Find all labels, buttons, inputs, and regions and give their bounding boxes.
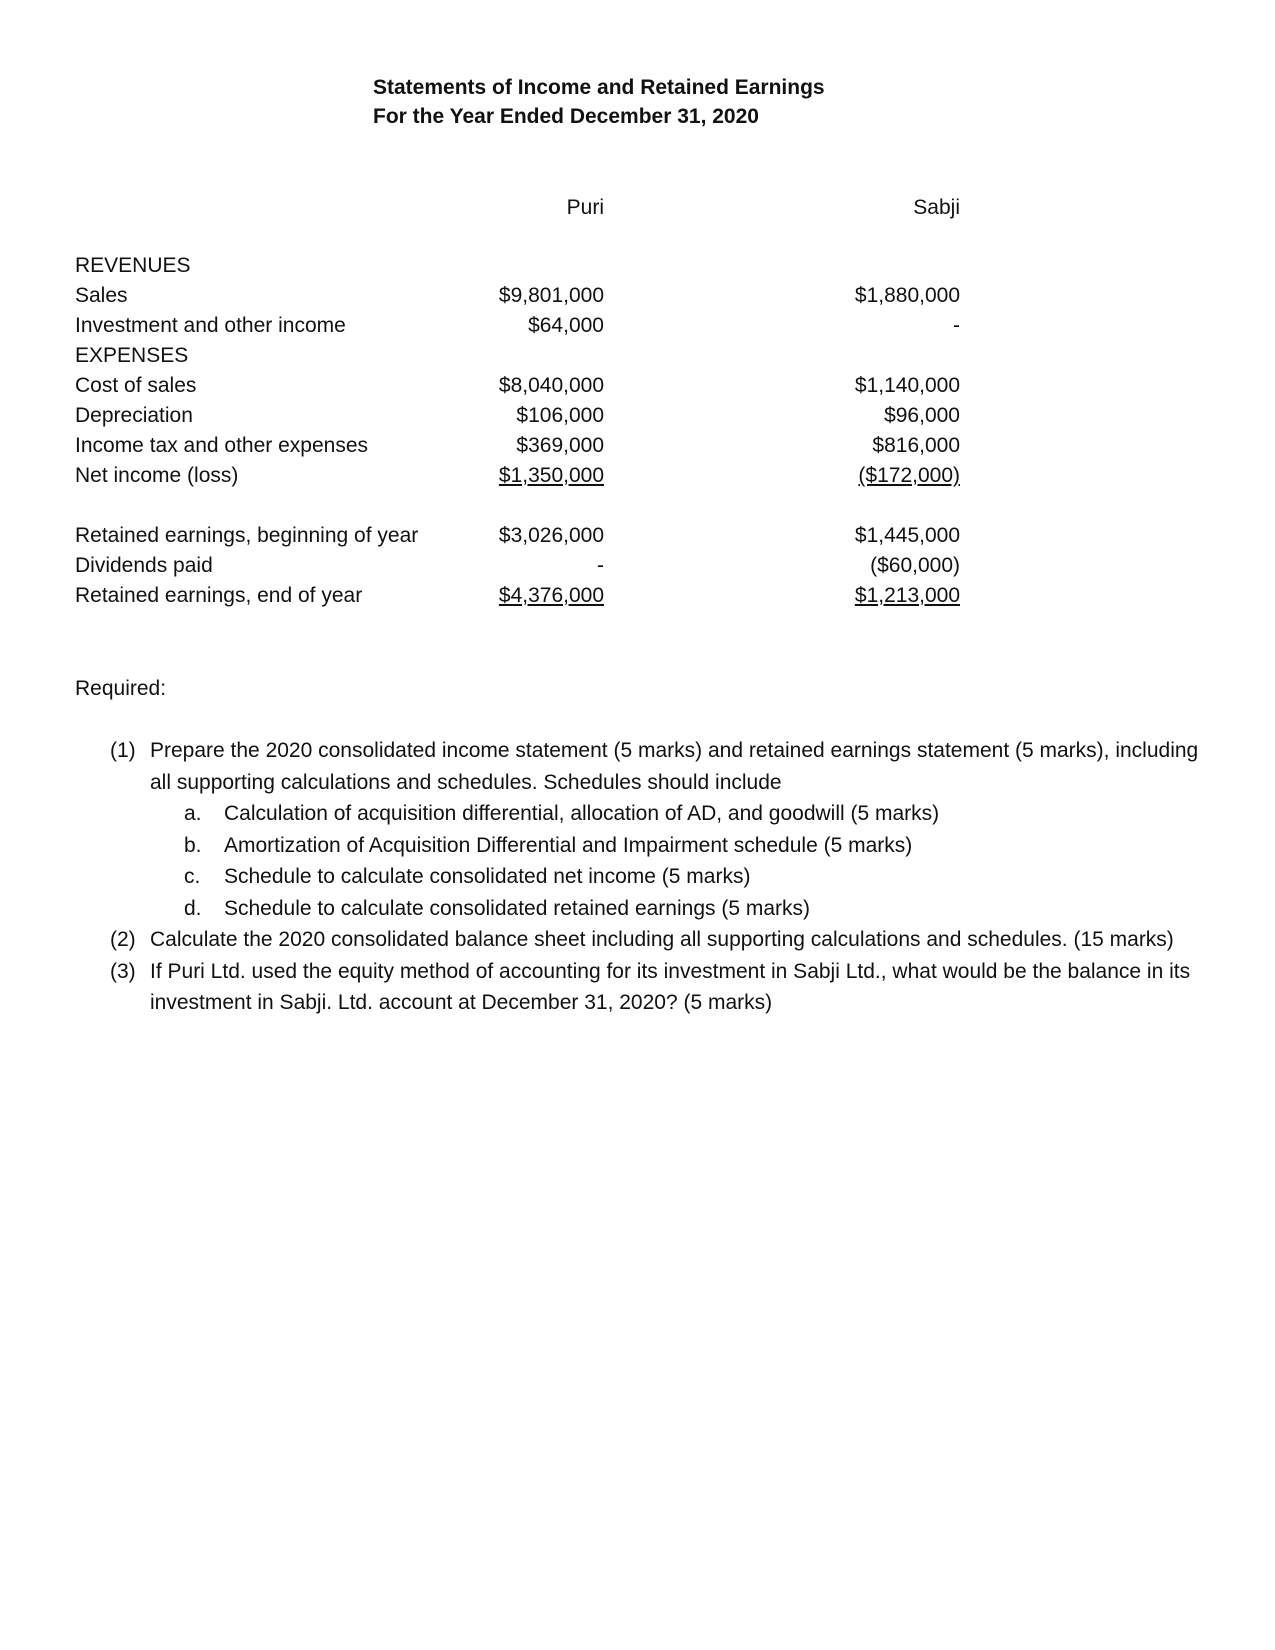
sabji-value: $96,000 <box>884 404 960 427</box>
sabji-value: ($60,000) <box>870 554 960 577</box>
row-income-tax <box>0 434 1275 464</box>
sub-requirement-text: Amortization of Acquisition Differential and Impairment schedule (5 marks) <box>224 833 913 857</box>
row-investment-income <box>0 314 1275 344</box>
sub-requirement <box>184 798 1220 830</box>
sabji-value: ($172,000) <box>858 464 960 487</box>
requirements-list <box>110 735 1220 1019</box>
row-retained-beginning <box>0 524 1275 554</box>
sabji-value: $816,000 <box>872 434 960 457</box>
row-expenses <box>0 344 1275 374</box>
puri-value: $64,000 <box>528 314 604 337</box>
row-label: EXPENSES <box>75 344 189 367</box>
sub-requirement-text: Schedule to calculate consolidated net income (5 marks) <box>224 865 751 888</box>
requirement-item <box>110 956 1220 1019</box>
row-revenues <box>0 254 1275 284</box>
sabji-value: $1,213,000 <box>854 584 960 607</box>
sub-requirement <box>184 893 1220 925</box>
row-net-income <box>0 464 1275 494</box>
statement-subtitle: For the Year Ended December 31, 2020 <box>373 105 759 128</box>
row-label: Dividends paid <box>75 554 213 577</box>
sub-requirement-text: Schedule to calculate consolidated retained earnings (5 marks) <box>224 896 811 920</box>
row-label: Retained earnings, beginning of year <box>75 524 419 547</box>
requirement-number: (3) <box>110 959 136 983</box>
requirement-text: Prepare the 2020 consolidated income statement (5 marks) and retained earnings statement (5 marks), including all supporting calculations and schedules. Schedules should include <box>150 739 1199 794</box>
requirement-item <box>110 924 1220 956</box>
row-label: Retained earnings, end of year <box>75 584 363 607</box>
row-label: Investment and other income <box>75 314 346 337</box>
row-sales <box>0 284 1275 314</box>
puri-value: $1,350,000 <box>498 464 604 487</box>
requirement-text: If Puri Ltd. used the equity method of accounting for its investment in Sabji Ltd., what would be the balance in its investment in Sabji. Ltd. account at December 31, 2020? (5 marks) <box>150 959 1191 1014</box>
sub-requirement <box>184 861 1220 893</box>
puri-value: $9,801,000 <box>498 284 604 307</box>
sabji-value: $1,140,000 <box>854 374 960 397</box>
column-header-sabji: Sabji <box>913 196 960 219</box>
row-label: REVENUES <box>75 254 191 277</box>
row-label: Net income (loss) <box>75 464 239 487</box>
puri-value: $369,000 <box>516 434 604 457</box>
sub-requirement <box>184 830 1220 862</box>
puri-value: $8,040,000 <box>498 374 604 397</box>
row-label: Depreciation <box>75 404 193 427</box>
sabji-value: $1,880,000 <box>854 284 960 307</box>
row-label: Sales <box>75 284 128 307</box>
statement-title: Statements of Income and Retained Earnings <box>373 76 825 99</box>
row-depreciation <box>0 404 1275 434</box>
sub-requirement-text: Calculation of acquisition differential, allocation of AD, and goodwill (5 marks) <box>224 802 940 825</box>
row-dividends <box>0 554 1275 584</box>
row-label: Cost of sales <box>75 374 197 397</box>
puri-value: $4,376,000 <box>498 584 604 607</box>
sabji-value: - <box>953 314 960 337</box>
required-heading: Required: <box>75 677 167 700</box>
puri-value: $106,000 <box>516 404 604 427</box>
puri-value: - <box>597 554 604 577</box>
sub-requirement-letter: c. <box>184 865 201 888</box>
row-label: Income tax and other expenses <box>75 434 369 457</box>
row-cost-of-sales <box>0 374 1275 404</box>
puri-value: $3,026,000 <box>498 524 604 547</box>
sub-requirement-letter: a. <box>184 802 202 825</box>
requirement-text: Calculate the 2020 consolidated balance sheet including all supporting calculations and schedules. (15 marks) <box>150 928 1174 951</box>
column-header-puri: Puri <box>566 196 604 219</box>
sub-requirement-letter: b. <box>184 833 202 857</box>
sub-requirement-letter: d. <box>184 896 202 920</box>
requirement-item <box>110 735 1220 798</box>
requirement-number: (1) <box>110 739 136 762</box>
requirement-number: (2) <box>110 928 136 951</box>
sabji-value: $1,445,000 <box>854 524 960 547</box>
row-retained-end <box>0 584 1275 614</box>
